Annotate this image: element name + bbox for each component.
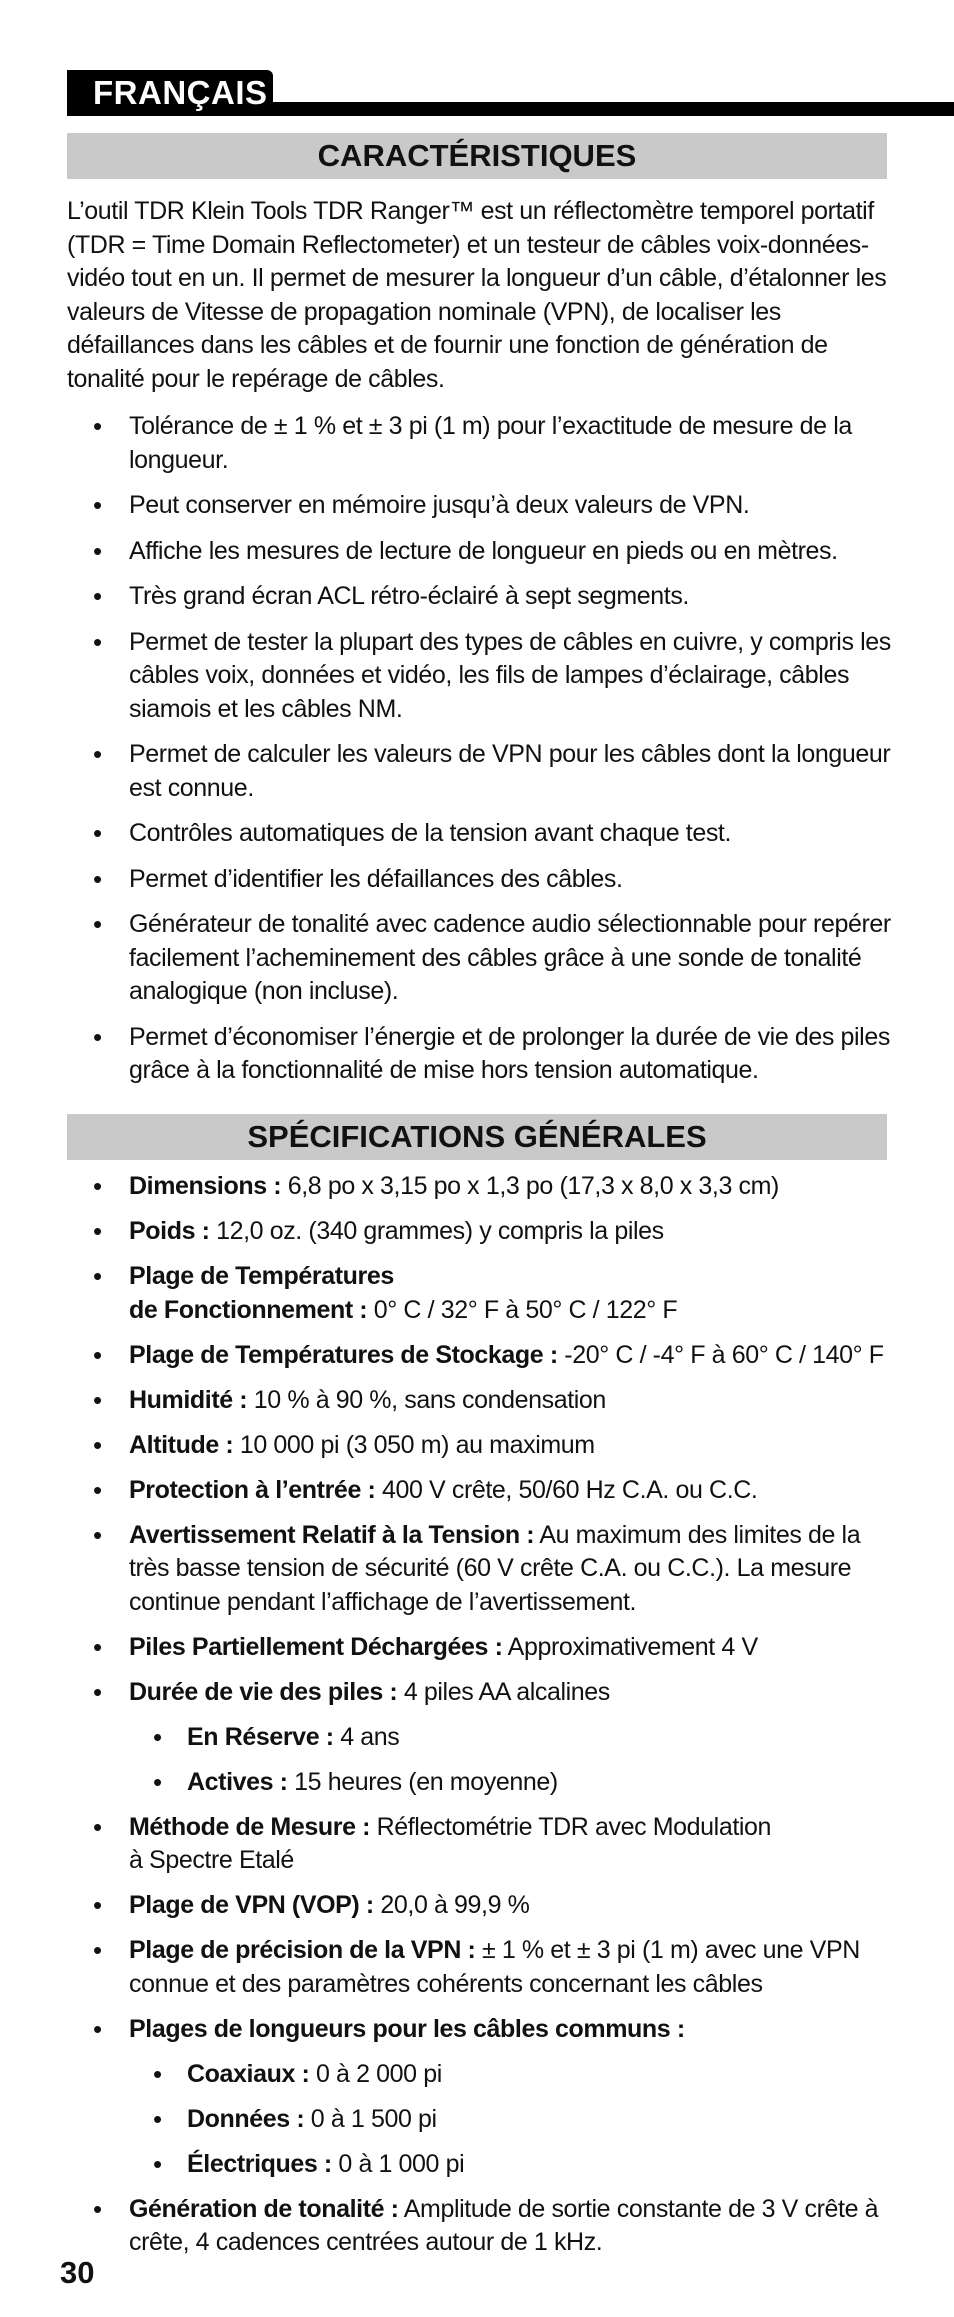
- spec-value: Réflectométrie TDR avec Modulation: [370, 1812, 772, 1841]
- spec-label: Piles Partiellement Déchargées :: [129, 1632, 503, 1661]
- spec-label: Méthode de Mesure :: [129, 1812, 371, 1841]
- spec-label: Protection à l’entrée :: [129, 1475, 376, 1504]
- spec-label: Génération de tonalité :: [129, 2194, 399, 2223]
- spec-humidity: [67, 1384, 897, 1418]
- header-rule: [267, 102, 954, 116]
- spec-label: Avertissement Relatif à la Tension :: [129, 1520, 535, 1549]
- feature-item: • Permet d’économiser l’énergie et de prolonger la durée de vie des piles grâce à la fonctionnalité de mise hors tension automatique.: [67, 1021, 897, 1088]
- spec-value: 400 V crête, 50/60 Hz C.A. ou C.C.: [375, 1475, 758, 1504]
- spec-value: 10 000 pi (3 050 m) au maximum: [233, 1430, 595, 1459]
- feature-item: • Permet de calculer les valeurs de VPN pour les câbles dont la longueur est connue.: [67, 738, 897, 805]
- spec-value: 4 piles AA alcalines: [397, 1677, 610, 1706]
- spec-data: [67, 2103, 897, 2137]
- spec-length-ranges: [67, 2013, 897, 2047]
- spec-value: 0 à 1 500 pi: [304, 2104, 437, 2133]
- spec-electrical: [67, 2148, 897, 2182]
- spec-label: Coaxiaux :: [187, 2059, 310, 2088]
- spec-low-battery: [67, 1631, 897, 1665]
- spec-label: Plage de Températures: [129, 1262, 394, 1290]
- feature-item: • Très grand écran ACL rétro-éclairé à sept segments.: [67, 580, 897, 614]
- spec-label: Plage de précision de la VPN :: [129, 1936, 476, 1964]
- spec-value: 0° C / 32° F à 50° C / 122° F: [367, 1295, 678, 1324]
- spec-value: Amplitude de sortie constante de 3 V crête à crête, 4 cadences centrées autour de 1 kHz.: [129, 2194, 879, 2256]
- language-bar: [67, 70, 954, 116]
- spec-label: Plage de VPN (VOP) :: [129, 1891, 374, 1919]
- spec-label: Altitude :: [129, 1430, 234, 1459]
- features-list: [67, 410, 897, 1100]
- spec-value: 6,8 po x 3,15 po x 1,3 po (17,3 x 8,0 x 3,3 cm): [281, 1172, 779, 1200]
- spec-operating-temp: [67, 1260, 897, 1327]
- spec-value: 20,0 à 99,9 %: [373, 1891, 530, 1919]
- intro-paragraph: L’outil TDR Klein Tools TDR Ranger™ est un réflectomètre temporel portatif (TDR = Time Domain Reflectometer) et un testeur de câbles voix-données-vidéo tout en un. Il permet de mesurer la longueur d’un câble, d’étalonner les valeurs de Vitesse de propagation nominale (VPN), de localiser les défaillances dans les câbles et de fournir une fonction de génération de tonalité pour le repérage de câbles.: [67, 197, 887, 393]
- spec-value: -20° C / -4° F à 60° C / 140° F: [557, 1340, 884, 1369]
- page-number: 30: [60, 2255, 95, 2290]
- feature-item: • Affiche les mesures de lecture de longueur en pieds ou en mètres.: [67, 535, 897, 569]
- feature-item: • Permet de tester la plupart des types de câbles en cuivre, y compris les câbles voix, données et vidéo, les fils de lampes d’éclairage, câbles siamois et les câbles NM.: [67, 626, 897, 727]
- spec-label: En Réserve :: [187, 1722, 334, 1751]
- spec-value: 4 ans: [333, 1722, 400, 1751]
- language-tab: FRANÇAIS: [67, 70, 273, 116]
- spec-label: Durée de vie des piles :: [129, 1677, 398, 1706]
- spec-input-protection: [67, 1474, 897, 1508]
- spec-battery-life: [67, 1676, 897, 1710]
- section-title-specs: SPÉCIFICATIONS GÉNÉRALES: [67, 1114, 887, 1160]
- spec-value: 15 heures (en moyenne): [287, 1767, 558, 1796]
- spec-label: Plages de longueurs pour les câbles communs :: [129, 2014, 685, 2043]
- spec-dimensions: [67, 1170, 897, 1204]
- spec-voltage-warning: [67, 1519, 897, 1620]
- spec-standby: [67, 1721, 897, 1755]
- spec-altitude: [67, 1429, 897, 1463]
- spec-value: à Spectre Etalé: [129, 1846, 294, 1874]
- spec-coax: [67, 2058, 897, 2092]
- spec-value: 12,0 oz. (340 grammes) y compris la piles: [209, 1217, 664, 1245]
- spec-active: [67, 1766, 897, 1800]
- spec-vop-range: [67, 1889, 897, 1923]
- spec-weight: [67, 1215, 897, 1249]
- spec-measurement-method: [67, 1811, 897, 1878]
- spec-label: Poids :: [129, 1217, 210, 1245]
- spec-label: de Fonctionnement :: [129, 1295, 368, 1324]
- spec-tone-generation: [67, 2193, 897, 2260]
- section-title-features: CARACTÉRISTIQUES: [67, 133, 887, 179]
- spec-value: Au maximum des limites de la très basse tension de sécurité (60 V crête C.A. ou C.C.). La mesure continue pendant l’affichage de l’avertissement.: [129, 1520, 861, 1616]
- feature-item: • Générateur de tonalité avec cadence audio sélectionnable pour repérer facilement l’acheminement des câbles grâce à une sonde de tonalité analogique (non incluse).: [67, 908, 897, 1009]
- spec-label: Plage de Températures de Stockage :: [129, 1340, 558, 1369]
- spec-label: Dimensions :: [129, 1172, 282, 1200]
- spec-value: 0 à 1 000 pi: [331, 2149, 465, 2178]
- spec-value: Approximativement 4 V: [502, 1632, 758, 1661]
- feature-item: • Peut conserver en mémoire jusqu’à deux valeurs de VPN.: [67, 489, 897, 523]
- spec-label: Humidité :: [129, 1385, 248, 1414]
- feature-item: • Contrôles automatiques de la tension avant chaque test.: [67, 817, 897, 851]
- spec-vop-accuracy: [67, 1934, 897, 2001]
- spec-label: Données :: [187, 2104, 305, 2133]
- spec-value: ± 1 % et ± 3 pi (1 m) avec une VPN connue et des paramètres cohérents concernant les câbles: [129, 1936, 860, 1998]
- spec-storage-temp: [67, 1339, 897, 1373]
- spec-label: Actives :: [187, 1767, 288, 1796]
- spec-value: 0 à 2 000 pi: [309, 2059, 442, 2088]
- feature-item: • Tolérance de ± 1 % et ± 3 pi (1 m) pour l’exactitude de mesure de la longueur.: [67, 410, 897, 477]
- feature-item: • Permet d’identifier les défaillances des câbles.: [67, 863, 897, 897]
- spec-label: Électriques :: [187, 2149, 332, 2178]
- spec-value: 10 % à 90 %, sans condensation: [247, 1385, 606, 1414]
- specs-list: [67, 1170, 897, 2271]
